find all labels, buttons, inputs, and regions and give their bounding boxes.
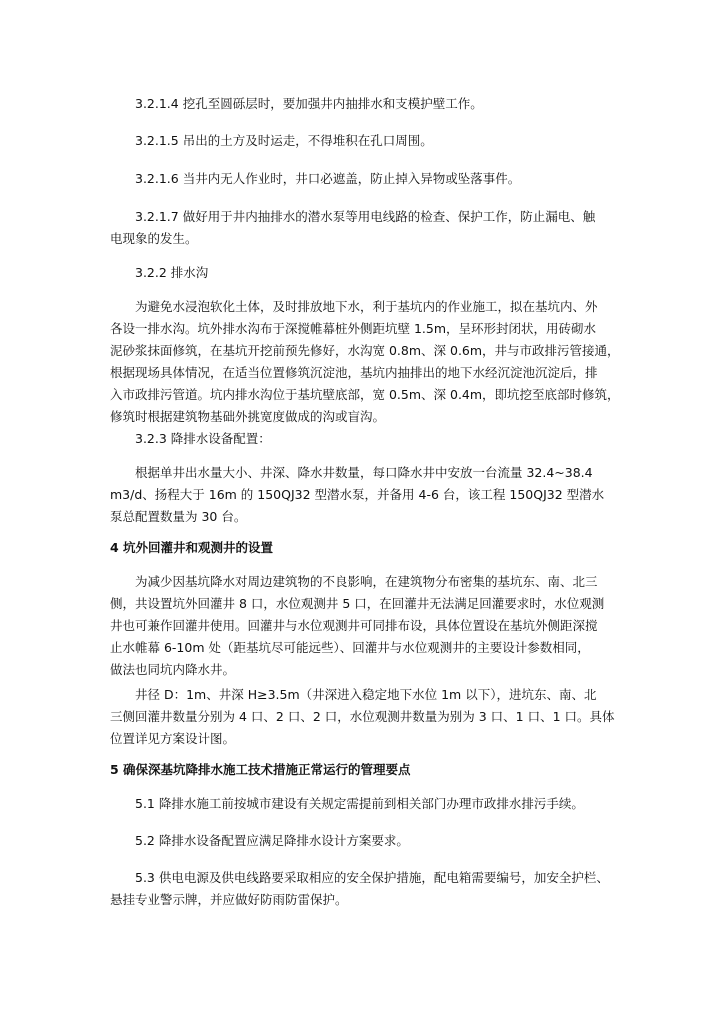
paragraph-3-2-1-5: 3.2.1.5 吊出的土方及时运走，不得堆积在孔口周围。 — [110, 133, 433, 148]
paragraph-4-body-a: 为减少因基坑降水对周边建筑物的不良影响，在建筑物分布密集的基坑东、南、北三 侧，共设置坑外回灌井 8 口，水位观测井 5 口，在回灌井无法满足回灌要求时，水位观测 井也可兼作回灌井使用。回灌井与水位观测井可同排布设，具体位置设在基坑外侧距深搅 止水帷幕 6-10m 处（距基坑尽可能远些）、回灌井与水位观测井的主要设计参数相同， 做法也同坑内降水井。 — [110, 574, 605, 677]
paragraph-5-2: 5.2 降排水设备配置应满足降排水设计方案要求。 — [110, 833, 409, 848]
section-heading-5: 5 确保深基坑降排水施工技术措施正常运行的管理要点 — [110, 762, 411, 777]
paragraph-3-2-1-7: 3.2.1.7 做好用于井内抽排水的潜水泵等用电线路的检查、保护工作，防止漏电、触 电现象的发生。 — [110, 209, 596, 246]
paragraph-3-2-1-4: 3.2.1.4 挖孔至圆砾层时，要加强井内抽排水和支模护壁工作。 — [110, 96, 483, 111]
section-heading-3-2-2: 3.2.2 排水沟 — [110, 265, 209, 280]
paragraph-3-2-3-body: 根据单井出水量大小、井深、降水井数量，每口降水井中安放一台流量 32.4~38.4 m3/d、扬程大于 16m 的 150QJ32 型潜水泵，并备用 4-6 台，该工程 150QJ32 型潜水 泵总配置数量为 30 台。 — [110, 465, 605, 524]
paragraph-5-3: 5.3 供电电源及供电线路要采取相应的安全保护措施，配电箱需要编号，加安全护栏、 悬挂专业警示牌，并应做好防雨防雷保护。 — [110, 870, 609, 907]
paragraph-3-2-2-body: 为避免水浸泡软化土体，及时排放地下水，利于基坑内的作业施工，拟在基坑内、外 各设一排水沟。坑外排水沟布于深搅帷幕桩外侧距坑壁 1.5m，呈环形封闭状，用砖砌水 泥砂浆抹面修筑，在基坑开挖前预先修好，水沟宽 0.8m、深 0.6m，井与市政排污管接通， 根据现场具体情况，在适当位置修筑沉淀池，基坑内抽排出的地下水经沉淀池沉淀后，排 入市政排污管道。坑内排水沟位于基坑壁底部，宽 0.5m、深 0.4m，即坑挖至底部时修筑， 修筑时根据建筑物基础外挑宽度做成的沟或盲沟。 — [110, 299, 620, 424]
section-heading-3-2-3: 3.2.3 降排水设备配置： — [110, 431, 271, 446]
paragraph-5-1: 5.1 降排水施工前按城市建设有关规定需提前到相关部门办理市政排水排污手续。 — [110, 796, 584, 811]
section-heading-4: 4 坑外回灌井和观测井的设置 — [110, 540, 274, 555]
paragraph-4-body-b: 井径 D：1m、井深 H≥3.5m（井深进入稳定地下水位 1m 以下），进坑东、南、北 三侧回灌井数量分别为 4 口、2 口、2 口，水位观测井数量为别为 3 口、1 口、1 口。具体 位置详见方案设计图。 — [110, 687, 615, 746]
paragraph-3-2-1-6: 3.2.1.6 当井内无人作业时，井口必遮盖，防止掉入异物或坠落事件。 — [110, 171, 521, 186]
